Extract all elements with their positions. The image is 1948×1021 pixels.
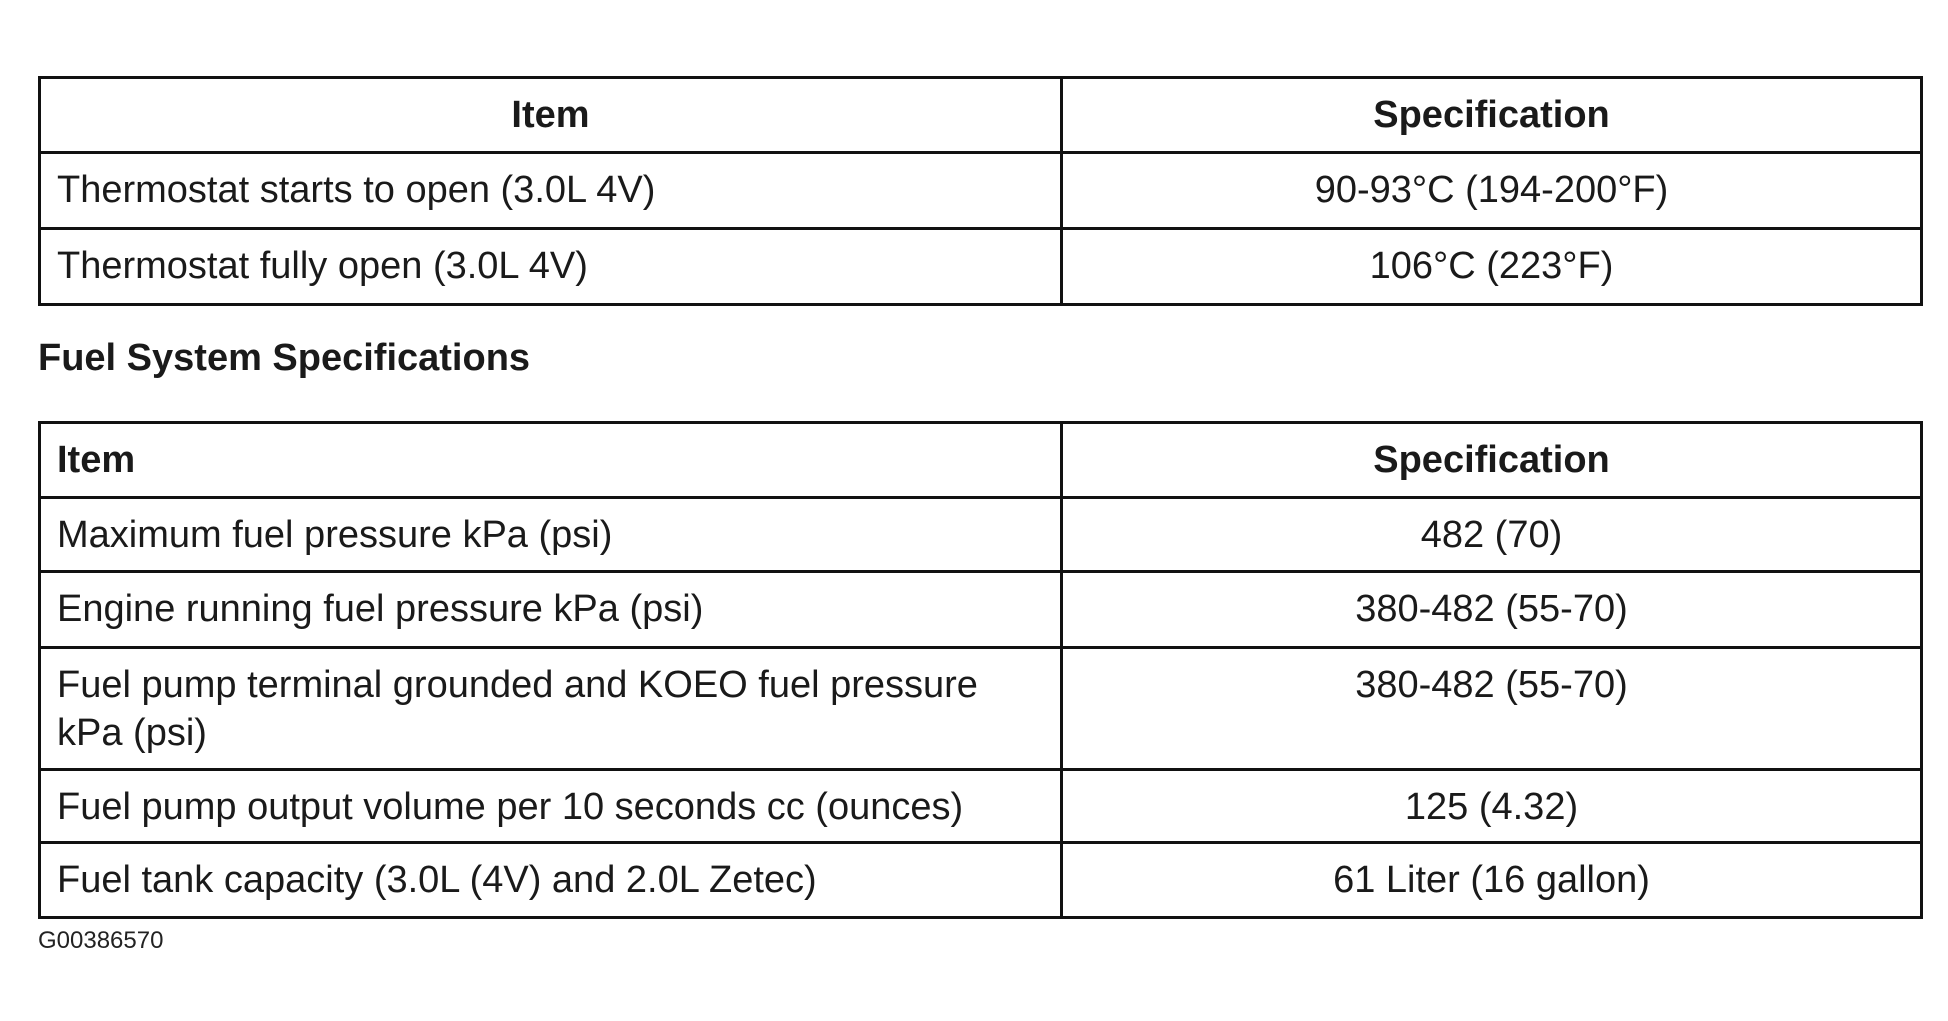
table-row	[40, 572, 1922, 648]
spec-cell: 61 Liter (16 gallon)	[1062, 843, 1922, 918]
item-cell: Fuel pump output volume per 10 seconds cc (ounces)	[40, 770, 1062, 843]
item-cell: Maximum fuel pressure kPa (psi)	[40, 498, 1062, 572]
column-header-specification: Specification	[1062, 78, 1922, 153]
spec-cell: 106°C (223°F)	[1062, 229, 1922, 305]
table-header-row	[40, 423, 1922, 498]
figure-id: G00386570	[38, 927, 164, 954]
item-cell: Fuel tank capacity (3.0L (4V) and 2.0L Zetec)	[40, 843, 1062, 918]
table-row	[40, 843, 1922, 918]
column-header-item: Item	[40, 78, 1062, 153]
spec-cell: 380-482 (55-70)	[1062, 648, 1922, 770]
fuel-spec-table	[38, 421, 1923, 919]
table-header-row	[40, 78, 1922, 153]
spec-cell: 125 (4.32)	[1062, 770, 1922, 843]
table-row	[40, 770, 1922, 843]
table-row	[40, 648, 1922, 770]
cooling-spec-table	[38, 76, 1923, 306]
fuel-section-title: Fuel System Specifications	[38, 337, 531, 379]
table-row	[40, 498, 1922, 572]
item-cell: Thermostat starts to open (3.0L 4V)	[40, 153, 1062, 229]
item-cell: Fuel pump terminal grounded and KOEO fuel pressure kPa (psi)	[40, 648, 1062, 770]
spec-cell: 482 (70)	[1062, 498, 1922, 572]
table-row	[40, 229, 1922, 305]
column-header-specification: Specification	[1062, 423, 1922, 498]
spec-cell: 90-93°C (194-200°F)	[1062, 153, 1922, 229]
column-header-item: Item	[40, 423, 1062, 498]
item-cell: Thermostat fully open (3.0L 4V)	[40, 229, 1062, 305]
spec-cell: 380-482 (55-70)	[1062, 572, 1922, 648]
table-row	[40, 153, 1922, 229]
item-cell: Engine running fuel pressure kPa (psi)	[40, 572, 1062, 648]
